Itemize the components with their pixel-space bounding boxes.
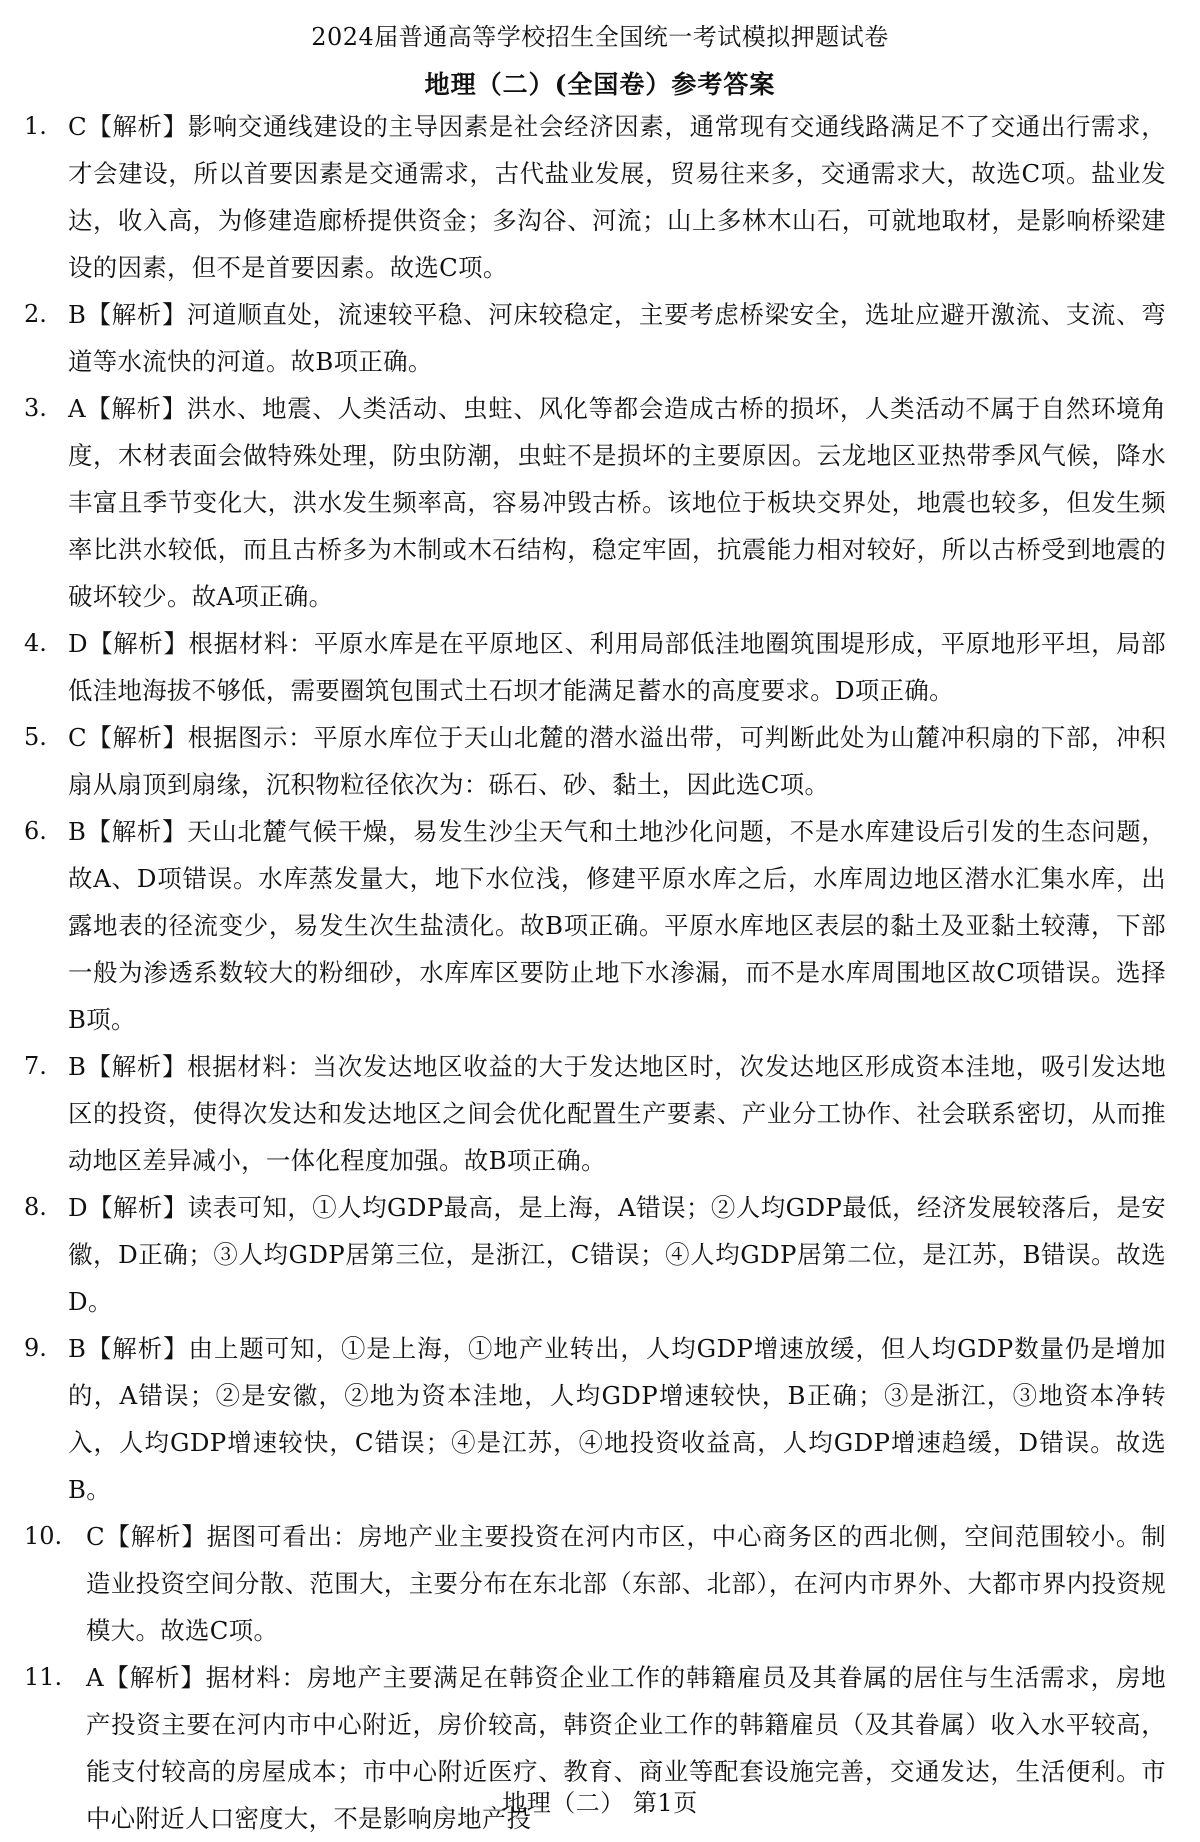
question-number: 9. [24, 1334, 47, 1362]
answer-explanation: B【解析】河道顺直处，流速较平稳、河床较稳定，主要考虑桥梁安全，选址应避开激流、支流、弯道等水流快的河道。故B项正确。 [68, 300, 1166, 376]
answer-explanation: D【解析】根据材料：平原水库是在平原地区、利用局部低洼地圈筑围堤形成，平原地形平坦，局部低洼地海拔不够低，需要圈筑包围式土石坝才能满足蓄水的高度要求。D项正确。 [68, 629, 1166, 705]
answer-explanation: A【解析】据材料：房地产主要满足在韩资企业工作的韩籍雇员及其眷属的居住与生活需求，房地产投资主要在河内市中心附近，房价较高，韩资企业工作的韩籍雇员（及其眷属）收入水平较高，能支付较高的房屋成本；市中心附近医疗、教育、商业等配套设施完善，交通发达，生活便利。市中心附近人口密度大，不是影响房地产投 [86, 1663, 1166, 1833]
question-number: 1. [24, 112, 47, 140]
answer-item-1 [0, 103, 1200, 291]
question-number: 7. [24, 1052, 47, 1080]
answer-item-5 [0, 714, 1200, 808]
answer-item-4 [0, 620, 1200, 714]
answer-item-8 [0, 1184, 1200, 1325]
answer-explanation: C【解析】影响交通线建设的主导因素是社会经济因素，通常现有交通线路满足不了交通出行需求，才会建设，所以首要因素是交通需求，古代盐业发展，贸易往来多，交通需求大，故选C项。盐业发达，收入高，为修建造廊桥提供资金；多沟谷、河流；山上多林木山石，可就地取材，是影响桥梁建设的因素，但不是首要因素。故选C项。 [68, 112, 1166, 282]
answer-explanation: C【解析】据图可看出：房地产业主要投资在河内市区，中心商务区的西北侧，空间范围较小。制造业投资空间分散、范围大，主要分布在东北部（东部、北部），在河内市界外、大都市界内投资规模大。故选C项。 [86, 1522, 1166, 1645]
answer-list [0, 103, 1200, 1842]
answer-item-9 [0, 1325, 1200, 1513]
answer-key-subtitle: 地理（二）(全国卷）参考答案 [424, 70, 776, 99]
question-number: 11. [24, 1663, 63, 1691]
answer-explanation: B【解析】天山北麓气候干燥，易发生沙尘天气和土地沙化问题，不是水库建设后引发的生态问题，故A、D项错误。水库蒸发量大，地下水位浅，修建平原水库之后，水库周边地区潜水汇集水库，出露地表的径流变少，易发生次生盐渍化。故B项正确。平原水库地区表层的黏土及亚黏土较薄，下部一般为渗透系数较大的粉细砂，水库库区要防止地下水渗漏，而不是水库周围地区故C项错误。选择B项。 [68, 817, 1166, 1034]
question-number: 4. [24, 629, 47, 657]
answer-explanation: B【解析】由上题可知，①是上海，①地产业转出，人均GDP增速放缓，但人均GDP数量仍是增加的，A错误；②是安徽，②地为资本洼地，人均GDP增速较快，B正确；③是浙江，③地资本净转入，人均GDP增速较快，C错误；④是江苏，④地投资收益高，人均GDP增速趋缓，D错误。故选B。 [68, 1334, 1166, 1504]
question-number: 6. [24, 817, 47, 845]
question-number: 8. [24, 1193, 47, 1221]
page-footer: 地理（二） 第1页 [502, 1789, 698, 1817]
question-number: 5. [24, 723, 47, 751]
answer-item-6 [0, 808, 1200, 1043]
question-number: 3. [24, 394, 47, 422]
question-number: 10. [24, 1522, 63, 1550]
answer-item-10 [0, 1513, 1200, 1654]
answer-item-2 [0, 291, 1200, 385]
exam-title: 2024届普通高等学校招生全国统一考试模拟押题试卷 [311, 23, 889, 51]
answer-explanation: C【解析】根据图示：平原水库位于天山北麓的潜水溢出带，可判断此处为山麓冲积扇的下部，冲积扇从扇顶到扇缘，沉积物粒径依次为：砾石、砂、黏土，因此选C项。 [68, 723, 1166, 799]
answer-item-3 [0, 385, 1200, 620]
answer-explanation: A【解析】洪水、地震、人类活动、虫蛀、风化等都会造成古桥的损坏，人类活动不属于自然环境角度，木材表面会做特殊处理，防虫防潮，虫蛀不是损坏的主要原因。云龙地区亚热带季风气候，降水丰富且季节变化大，洪水发生频率高，容易冲毁古桥。该地位于板块交界处，地震也较多，但发生频率比洪水较低，而且古桥多为木制或木石结构，稳定牢固，抗震能力相对较好，所以古桥受到地震的破坏较少。故A项正确。 [68, 394, 1166, 611]
answer-item-7 [0, 1043, 1200, 1184]
answer-explanation: D【解析】读表可知，①人均GDP最高，是上海，A错误；②人均GDP最低，经济发展较落后，是安徽，D正确；③人均GDP居第三位，是浙江，C错误；④人均GDP居第二位，是江苏，B错误。故选D。 [68, 1193, 1166, 1316]
question-number: 2. [24, 300, 47, 328]
answer-explanation: B【解析】根据材料：当次发达地区收益的大于发达地区时，次发达地区形成资本洼地，吸引发达地区的投资，使得次发达和发达地区之间会优化配置生产要素、产业分工协作、社会联系密切，从而推动地区差异减小，一体化程度加强。故B项正确。 [68, 1052, 1166, 1175]
